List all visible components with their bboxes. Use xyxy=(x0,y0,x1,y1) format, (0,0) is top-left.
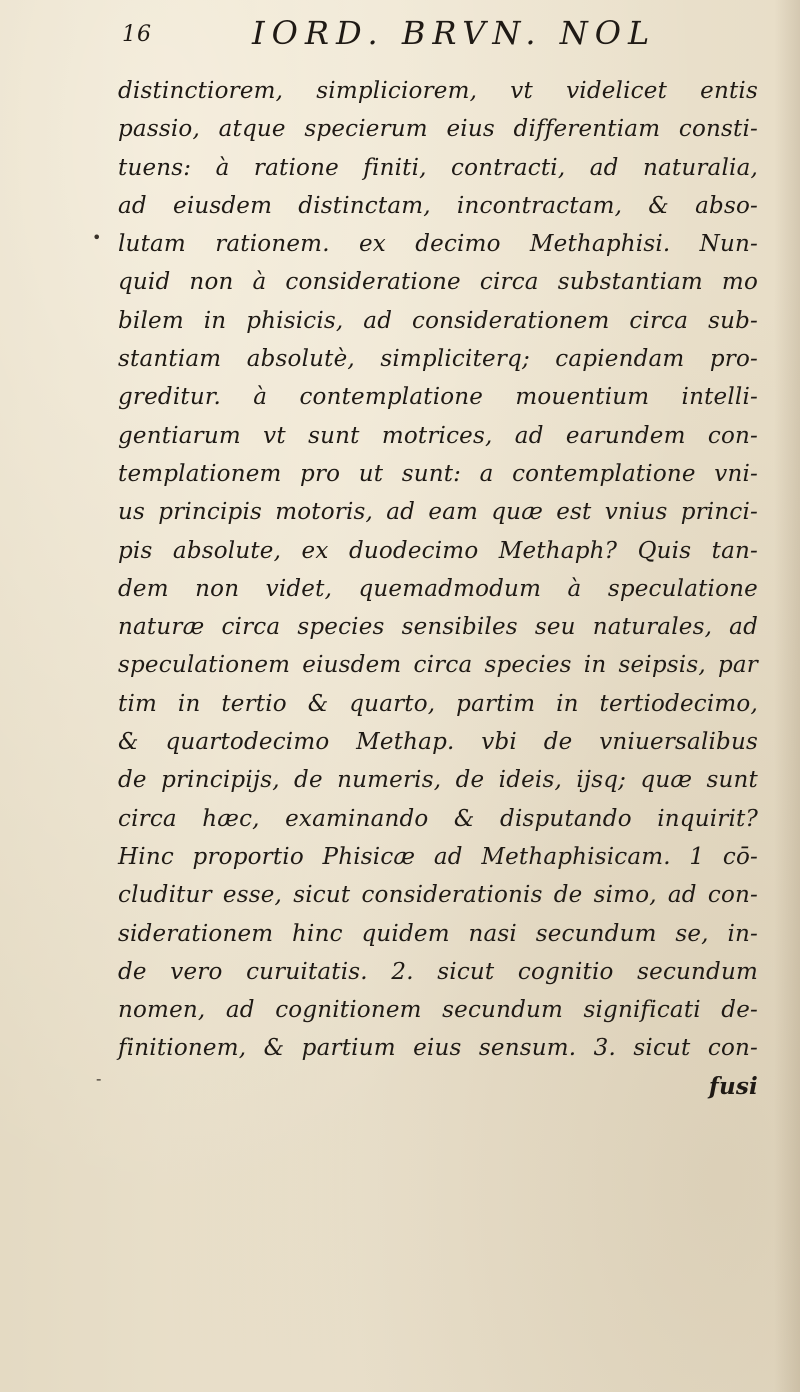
margin-mark: • xyxy=(92,228,102,247)
margin-mark: - xyxy=(96,1069,102,1088)
text-line: naturæ circa species sensibiles seu naturales, ad xyxy=(118,614,758,641)
text-line: us principis motoris, ad eam quæ est vnius princi- xyxy=(118,499,758,526)
text-line: nomen, ad cognitionem secundum significati de- xyxy=(118,997,758,1024)
text-line: distinctiorem, simpliciorem, vt videlicet entis xyxy=(118,78,758,104)
text-line: tuens: à ratione finiti, contracti, ad naturalia, xyxy=(118,154,758,181)
text-line: ad eiusdem distinctam, incontractam, & abso- xyxy=(118,192,758,219)
text-line: stantiam absolutè, simpliciterq; capiendam pro- xyxy=(118,346,758,373)
text-line: gentiarum vt sunt motrices, ad earundem con- xyxy=(118,422,758,449)
text-line: templationem pro ut sunt: a contemplatione vni- xyxy=(118,460,758,487)
text-line: greditur. à contemplatione mouentium intelli- xyxy=(118,384,758,411)
catchword: fusi xyxy=(708,1072,758,1100)
text-line: tim in tertio & quarto, partim in tertiodecimo, xyxy=(118,690,758,717)
text-line: cluditur esse, sicut considerationis de simo, ad con- xyxy=(118,882,758,909)
page-number: 16 xyxy=(122,22,152,47)
text-line: finitionem, & partium eius sensum. 3. sicut con- xyxy=(118,1035,758,1062)
body-text xyxy=(118,72,758,1106)
text-line: bilem in phisicis, ad considerationem circa sub- xyxy=(118,307,758,334)
text-line: dem non videt, quemadmodum à speculatione xyxy=(118,575,758,602)
text-line: de principijs, de numeris, de ideis, ijsq; quæ sunt xyxy=(118,767,758,794)
text-line: passio, atque specierum eius differentiam consti- xyxy=(118,116,758,143)
running-head: IORD. BRVN. NOL xyxy=(252,14,657,52)
text-line: siderationem hinc quidem nasi secundum se, in- xyxy=(118,920,758,947)
text-line: lutam rationem. ex decimo Methaphisi. Nun- xyxy=(118,231,758,258)
text-line: de vero curuitatis. 2. sicut cognitio secundum xyxy=(118,958,758,985)
text-line: & quartodecimo Methap. vbi de vniuersalibus xyxy=(118,729,758,756)
text-line: speculationem eiusdem circa species in seipsis, par xyxy=(118,652,758,679)
text-line: circa hæc, examinando & disputando inquirit? xyxy=(118,805,758,832)
page-header xyxy=(122,14,682,62)
text-line: quid non à consideratione circa substantiam mo xyxy=(118,269,758,296)
text-line: Hinc proportio Phisicæ ad Methaphisicam. 1 cō- xyxy=(118,843,758,870)
text-line: pis absolute, ex duodecimo Methaph? Quis tan- xyxy=(118,537,758,564)
